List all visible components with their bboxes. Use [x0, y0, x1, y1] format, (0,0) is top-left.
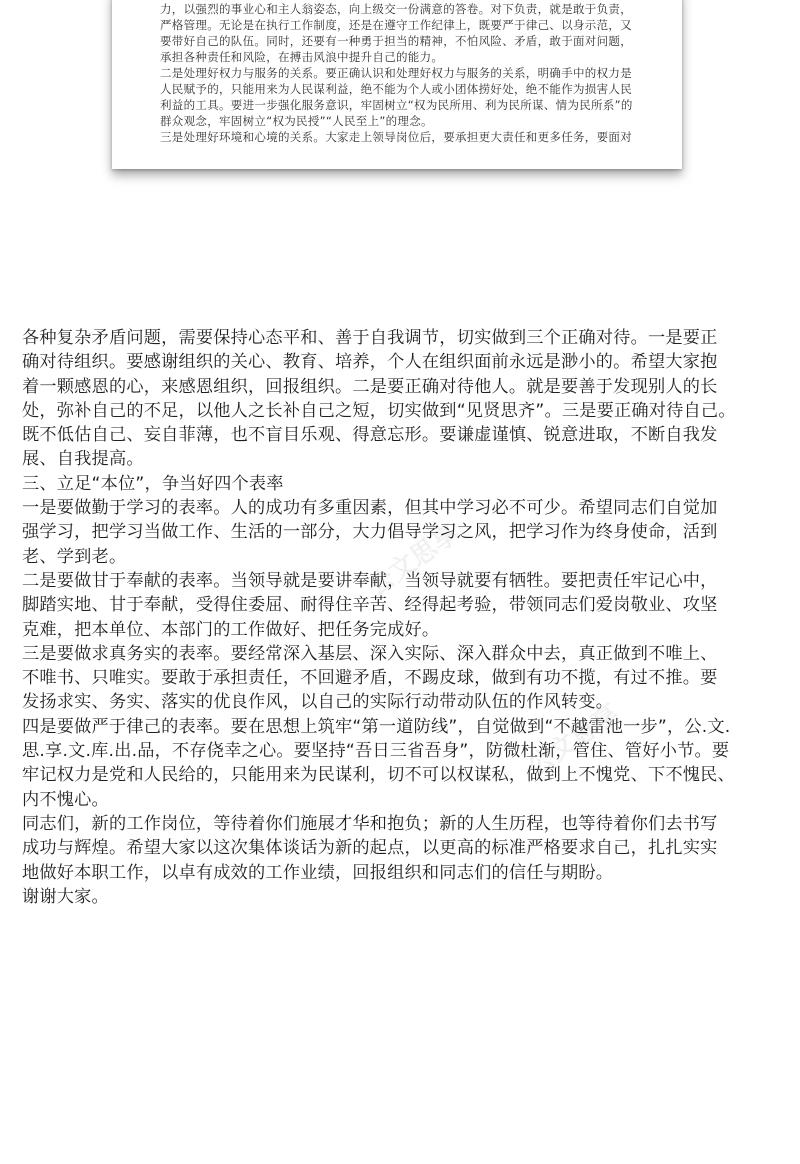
body-line: 同志们，新的工作岗位，等待着你们施展才华和抱负；新的人生历程，也等待着你们去书写 [22, 813, 718, 834]
preview-line: 群众观念，牢固树立“权为民授”“人民至上”的理念。 [160, 114, 433, 128]
body-line: 地做好本职工作，以卓有成效的工作业绩，回报组织和同志们的信任与期盼。 [22, 862, 614, 883]
document-body [22, 326, 782, 909]
body-line: 三是要做求真务实的表率。要经常深入基层、深入实际、深入群众中去，真正做到不唯上、 [22, 643, 718, 664]
body-line: 强学习，把学习当做工作、生活的一部分，大力倡导学习之风，把学习作为终身使命，活到 [22, 522, 718, 543]
preview-line: 力，以强烈的事业心和主人翁姿态，向上级交一份满意的答卷。对下负责，就是敢于负责， [160, 2, 632, 16]
preview-line: 二是处理好权力与服务的关系。要正确认识和处理好权力与服务的关系，明确手中的权力是 [160, 66, 632, 80]
body-line: 成功与辉煌。希望大家以这次集体谈话为新的起点，以更高的标准严格要求自己，扎扎实实 [22, 838, 718, 859]
body-line: 内不愧心。 [22, 789, 109, 810]
document-preview-card [112, 0, 682, 169]
body-line: 脚踏实地、甘于奉献，受得住委屈、耐得住辛苦、经得起考验，带领同志们爱岗敬业、攻坚 [22, 595, 718, 616]
preview-text [160, 0, 660, 145]
body-line: 展、自我提高。 [22, 449, 144, 470]
body-line: 处，弥补自己的不足，以他人之长补自己之短，切实做到“见贤思齐”。三是要正确对待自己。 [22, 400, 736, 421]
body-line: 四是要做严于律己的表率。要在思想上筑牢“第一道防线”，自觉做到“不越雷池一步”，公.文. [22, 716, 731, 737]
preview-line: 承担各种责任和风险，在搏击风浪中提升自己的能力。 [160, 50, 444, 64]
body-line: 既不低估自己、妄自菲薄，也不盲目乐观、得意忘形。要谦虚谨慎、锐意进取，不断自我发 [22, 425, 718, 446]
body-line: 牢记权力是党和人民给的，只能用来为民谋利，切不可以权谋私，做到上不愧党、下不愧民、 [22, 765, 735, 786]
preview-line: 利益的工具。要进一步强化服务意识，牢固树立“权为民所用、利为民所谋、情为民所系”的 [160, 98, 633, 112]
body-line: 不唯书、只唯实。要敢于承担责任，不回避矛盾，不踢皮球，做到有功不揽，有过不推。要 [22, 668, 718, 689]
preview-line: 要带好自己的队伍。同时，还要有一种勇于担当的精神，不怕风险、矛盾，敢于面对问题， [160, 34, 632, 48]
body-line: 思.享.文.库.出.品，不存侥幸之心。要坚持“吾日三省吾身”，防微杜渐，管住、管好小节。要 [22, 741, 730, 762]
watermark: 公文思享 [362, 518, 465, 603]
body-line: 二是要做甘于奉献的表率。当领导就是要讲奉献，当领导就要有牺牲。要把责任牢记心中， [22, 570, 718, 591]
body-line: 克难，把本单位、本部门的工作做好、把任务完成好。 [22, 619, 440, 640]
section-heading: 三、立足“本位”，争当好四个表率 [22, 473, 284, 494]
closing-line: 谢谢大家。 [22, 886, 109, 907]
watermark: 公文思享 [522, 698, 625, 783]
body-line: 一是要做勤于学习的表率。人的成功有多重因素，但其中学习必不可少。希望同志们自觉加 [22, 498, 718, 519]
body-line: 确对待组织。要感谢组织的关心、教育、培养，个人在组织面前永远是渺小的。希望大家抱 [22, 352, 718, 373]
body-line: 着一颗感恩的心，来感恩组织，回报组织。二是要正确对待他人。就是要善于发现别人的长 [22, 376, 718, 397]
body-line: 发扬求实、务实、落实的优良作风，以自己的实际行动带动队伍的作风转变。 [22, 692, 614, 713]
body-line: 各种复杂矛盾问题，需要保持心态平和、善于自我调节，切实做到三个正确对待。一是要正 [22, 328, 718, 348]
preview-line: 三是处理好环境和心境的关系。大家走上领导岗位后，要承担更大责任和更多任务，要面对 [160, 130, 632, 144]
preview-line: 严格管理。无论是在执行工作制度，还是在遵守工作纪律上，既要严于律己、以身示范，又 [160, 18, 632, 32]
body-line: 老、学到老。 [22, 546, 127, 567]
preview-line: 人民赋予的，只能用来为人民谋利益，绝不能为个人或小团体捞好处，绝不能作为损害人民 [160, 82, 632, 96]
